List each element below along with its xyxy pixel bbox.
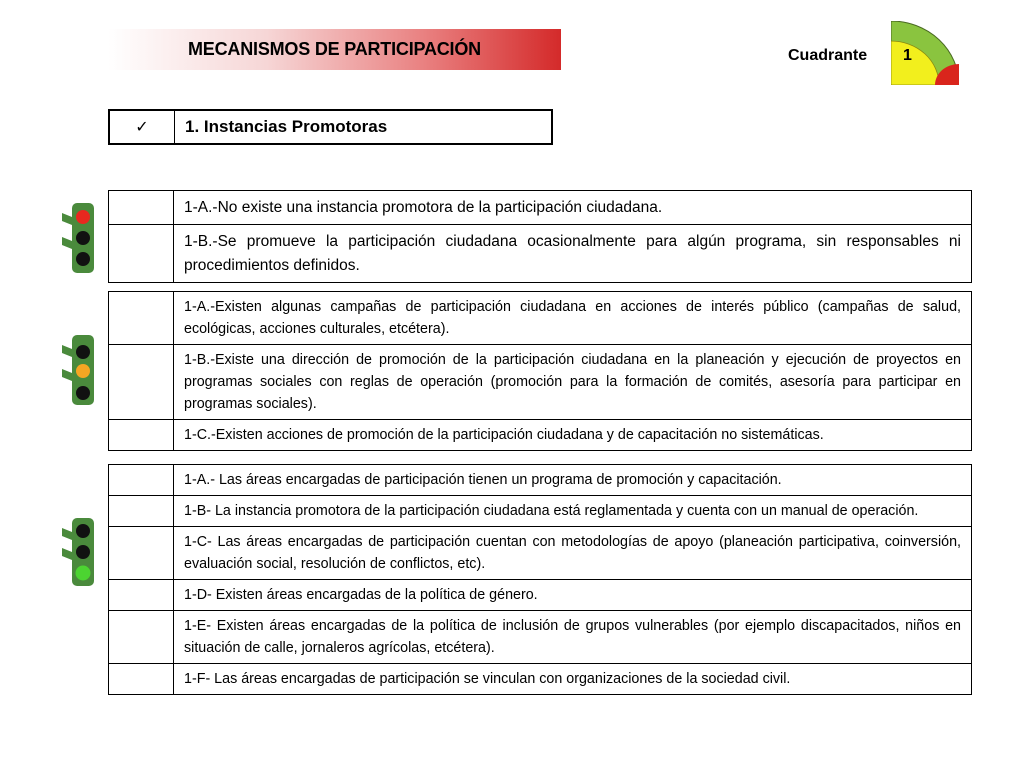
selection-cell[interactable] — [109, 292, 174, 344]
criterion-text: 1-B.-Se promueve la participación ciudadana ocasionalmente para algún programa, sin responsables ni procedimientos definidos. — [184, 233, 961, 274]
title-banner — [108, 29, 561, 70]
light-red-lit — [76, 210, 90, 224]
table-row — [109, 610, 971, 663]
selection-cell[interactable] — [109, 465, 174, 495]
table-row — [109, 526, 971, 579]
selection-cell[interactable] — [109, 664, 174, 694]
selection-cell[interactable] — [109, 580, 174, 610]
criterion-text: 1-A.-No existe una instancia promotora de la participación ciudadana. — [184, 199, 663, 216]
table-row — [109, 344, 971, 419]
table-row — [109, 191, 971, 224]
selection-cell[interactable] — [109, 225, 174, 282]
table-row — [109, 224, 971, 282]
table-row — [109, 495, 971, 526]
selection-cell[interactable] — [109, 191, 174, 224]
table-row — [109, 465, 971, 495]
quadrant-number: 1 — [903, 47, 912, 64]
criterion-text: 1-A.- Las áreas encargadas de participación tienen un programa de promoción y capacitación. — [184, 472, 782, 488]
criterion-text: 1-F- Las áreas encargadas de participación se vinculan con organizaciones de la sociedad civil. — [184, 671, 791, 687]
light-green-lit — [76, 566, 91, 581]
selection-cell[interactable] — [109, 420, 174, 450]
criteria-group-green — [108, 464, 972, 695]
quadrant-label: Cuadrante — [788, 47, 868, 64]
table-row — [109, 663, 971, 694]
selection-cell[interactable] — [109, 527, 174, 579]
checkmark-icon: ✓ — [110, 111, 175, 143]
section-header — [108, 109, 553, 145]
criterion-text: 1-C- Las áreas encargadas de participación cuentan con metodologías de apoyo (planeación participativa, coinversión, evaluación social, resolución de conflictos, etc). — [184, 534, 961, 572]
criterion-text: 1-C.-Existen acciones de promoción de la participación ciudadana y de capacitación no sistemáticas. — [184, 427, 824, 443]
selection-cell[interactable] — [109, 496, 174, 526]
traffic-light-green-icon — [60, 518, 96, 588]
light-yellow-lit — [76, 364, 90, 378]
traffic-light-yellow-icon — [60, 335, 96, 405]
criterion-text: 1-D- Existen áreas encargadas de la política de género. — [184, 587, 538, 603]
table-row — [109, 579, 971, 610]
criterion-text: 1-B- La instancia promotora de la participación ciudadana está reglamentada y cuenta con un manual de operación. — [184, 503, 919, 519]
criterion-text: 1-E- Existen áreas encargadas de la política de inclusión de grupos vulnerables (por ejemplo discapacitados, niños en situación de calle, jornaleros agrícolas, etcétera). — [184, 618, 961, 656]
criterion-text: 1-B.-Existe una dirección de promoción de la participación ciudadana en la planeación y ejecución de proyectos en programas sociales con reglas de operación (promoción para la formación de comités, asesoría para participar en programas sociales). — [184, 352, 961, 412]
criteria-group-yellow — [108, 291, 972, 451]
traffic-light-red-icon — [60, 203, 96, 273]
table-row — [109, 419, 971, 450]
selection-cell[interactable] — [109, 345, 174, 419]
page-title: MECANISMOS DE PARTICIPACIÓN — [188, 39, 481, 59]
criteria-group-red — [108, 190, 972, 283]
criterion-text: 1-A.-Existen algunas campañas de participación ciudadana en acciones de interés público (campañas de salud, ecológicas, acciones culturales, etcétera). — [184, 299, 961, 337]
section-title: 1. Instancias Promotoras — [185, 117, 388, 136]
table-row — [109, 292, 971, 344]
quadrant-icon — [891, 21, 959, 85]
selection-cell[interactable] — [109, 611, 174, 663]
